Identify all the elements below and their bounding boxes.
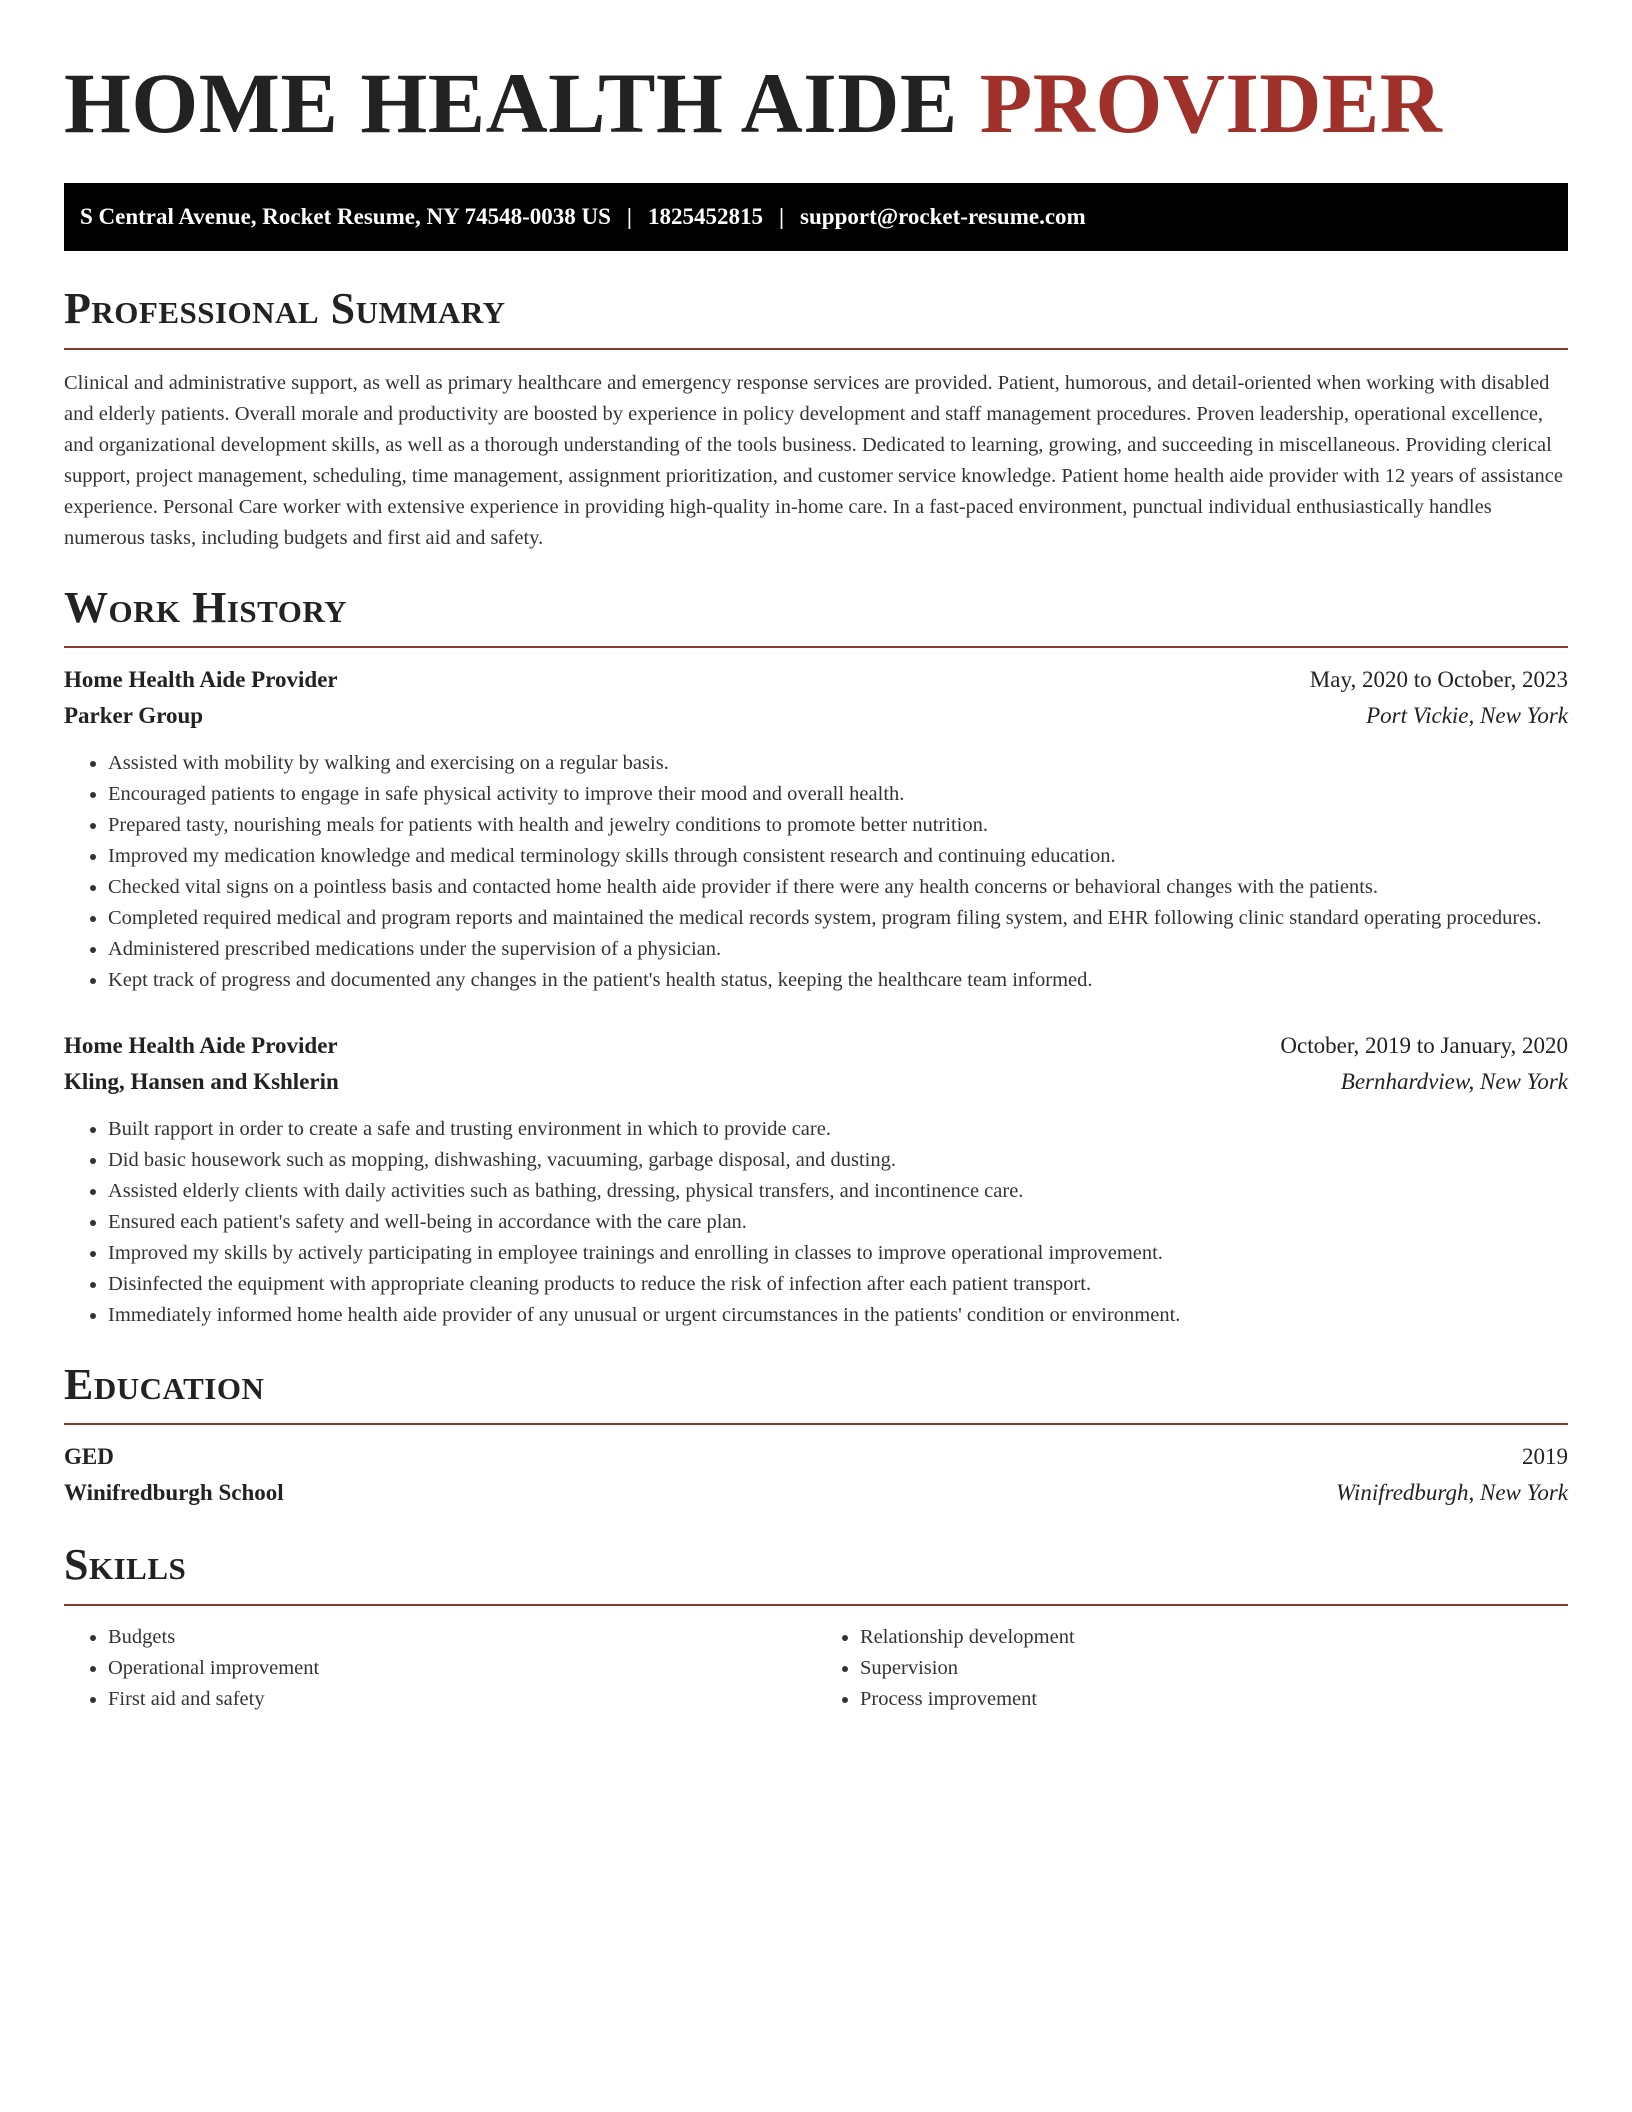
contact-bar: [64, 183, 1568, 251]
job-entry: [64, 662, 1568, 996]
section-divider: [64, 1604, 1568, 1606]
name-first: HOME HEALTH AIDE: [64, 55, 958, 151]
education-school: Winifredburgh School: [64, 1480, 284, 1506]
summary-section: [64, 285, 1568, 553]
job-company: Kling, Hansen and Kshlerin: [64, 1068, 339, 1094]
job-company: Parker Group: [64, 702, 204, 728]
duty-item: • Improved my skills by actively participating in employee trainings and enrolling in classes to improve operational improvement.: [108, 1238, 1568, 1269]
duty-item: • Checked vital signs on a pointless basis and contacted home health aide provider if there were any health concerns or behavioral changes with the patients.: [108, 872, 1568, 903]
duty-item: • Disinfected the equipment with appropriate cleaning products to reduce the risk of infection after each patient transport.: [108, 1269, 1568, 1300]
skills-grid: [64, 1622, 1568, 1715]
skill-item: • Relationship development: [860, 1622, 1568, 1653]
duty-item: • Encouraged patients to engage in safe physical activity to improve their mood and overall health.: [108, 779, 1568, 810]
name-last: PROVIDER: [979, 55, 1443, 151]
skills-list: [64, 1622, 816, 1715]
duty-item: • Built rapport in order to create a safe and trusting environment in which to provide care.: [108, 1114, 1568, 1145]
education-degree: GED: [64, 1444, 114, 1470]
duty-item: • Improved my medication knowledge and medical terminology skills through consistent research and continuing education.: [108, 841, 1568, 872]
job-duties-list: [64, 748, 1568, 996]
job-header: [64, 1028, 1568, 1064]
skills-column-right: [816, 1622, 1568, 1715]
duty-item: • Immediately informed home health aide provider of any unusual or urgent circumstances in the patients' condition or environment.: [108, 1300, 1568, 1331]
skills-column-left: [64, 1622, 816, 1715]
skills-heading: Skills: [64, 1540, 187, 1590]
resume-name: [64, 52, 1568, 155]
job-duties-list: [64, 1114, 1568, 1331]
contact-email: support@rocket-resume.com: [800, 204, 1086, 230]
duty-item: • Assisted elderly clients with daily activities such as bathing, dressing, physical transfers, and incontinence care.: [108, 1176, 1568, 1207]
skills-section: [64, 1541, 1568, 1714]
work-history-section: [64, 584, 1568, 1331]
section-divider: [64, 646, 1568, 648]
contact-separator: |: [778, 204, 785, 230]
education-year: 2019: [1522, 1444, 1568, 1470]
duty-item: • Kept track of progress and documented any changes in the patient's health status, keeping the healthcare team informed.: [108, 965, 1568, 996]
duty-item: • Ensured each patient's safety and well-being in accordance with the care plan.: [108, 1207, 1568, 1238]
contact-address: S Central Avenue, Rocket Resume, NY 74548-0038 US: [80, 204, 611, 230]
skill-item: • Operational improvement: [108, 1653, 816, 1684]
duty-item: • Completed required medical and program reports and maintained the medical records system, program filing system, and EHR following clinic standard operating procedures.: [108, 903, 1568, 934]
job-entry: [64, 1028, 1568, 1331]
contact-separator: |: [626, 204, 632, 230]
job-location: Bernhardview, New York: [1340, 1068, 1568, 1094]
job-dates: October, 2019 to January, 2020: [1280, 1032, 1568, 1058]
section-divider: [64, 1423, 1568, 1425]
education-heading: Education: [64, 1359, 265, 1409]
job-title: Home Health Aide Provider: [64, 1032, 338, 1058]
summary-text: Clinical and administrative support, as well as primary healthcare and emergency response services are provided. Patient, humorous, and detail-oriented when working with disabled and elderly patients. Overall morale and productivity are boosted by experience in policy development and staff management procedures. Proven leadership, operational excellence, and organizational development skills, as well as a thorough understanding of the tools business. Dedicated to learning, growing, and succeeding in miscellaneous. Providing clerical support, project management, scheduling, time management, assignment prioritization, and customer service knowledge. Patient home health aide provider with 12 years of assistance experience. Personal Care worker with extensive experience in providing high-quality in-home care. In a fast-paced environment, punctual individual enthusiastically handles numerous tasks, including budgets and first aid and safety.: [64, 371, 1563, 549]
education-section: [64, 1361, 1568, 1511]
education-location: Winifredburgh, New York: [1336, 1480, 1568, 1506]
skill-item: • Budgets: [108, 1622, 816, 1653]
education-subheader: [64, 1475, 1568, 1511]
job-dates: May, 2020 to October, 2023: [1309, 666, 1568, 692]
skill-item: • Process improvement: [860, 1684, 1568, 1715]
work-history-heading: Work History: [64, 582, 348, 632]
duty-item: • Prepared tasty, nourishing meals for patients with health and jewelry conditions to promote better nutrition.: [108, 810, 1568, 841]
duty-item: • Administered prescribed medications under the supervision of a physician.: [108, 934, 1568, 965]
skill-item: • First aid and safety: [108, 1684, 816, 1715]
education-entry: [64, 1439, 1568, 1511]
duty-item: • Did basic housework such as mopping, dishwashing, vacuuming, garbage disposal, and dusting.: [108, 1145, 1568, 1176]
job-header: [64, 662, 1568, 698]
duty-item: • Assisted with mobility by walking and exercising on a regular basis.: [108, 748, 1568, 779]
contact-phone: 1825452815: [647, 204, 763, 230]
job-location: Port Vickie, New York: [1366, 702, 1568, 728]
education-header: [64, 1439, 1568, 1475]
job-subheader: [64, 1064, 1568, 1100]
skill-item: • Supervision: [860, 1653, 1568, 1684]
job-subheader: [64, 698, 1568, 734]
job-title: Home Health Aide Provider: [64, 666, 338, 692]
section-divider: [64, 348, 1568, 350]
summary-heading: Professional Summary: [64, 284, 506, 334]
skills-list: [816, 1622, 1568, 1715]
